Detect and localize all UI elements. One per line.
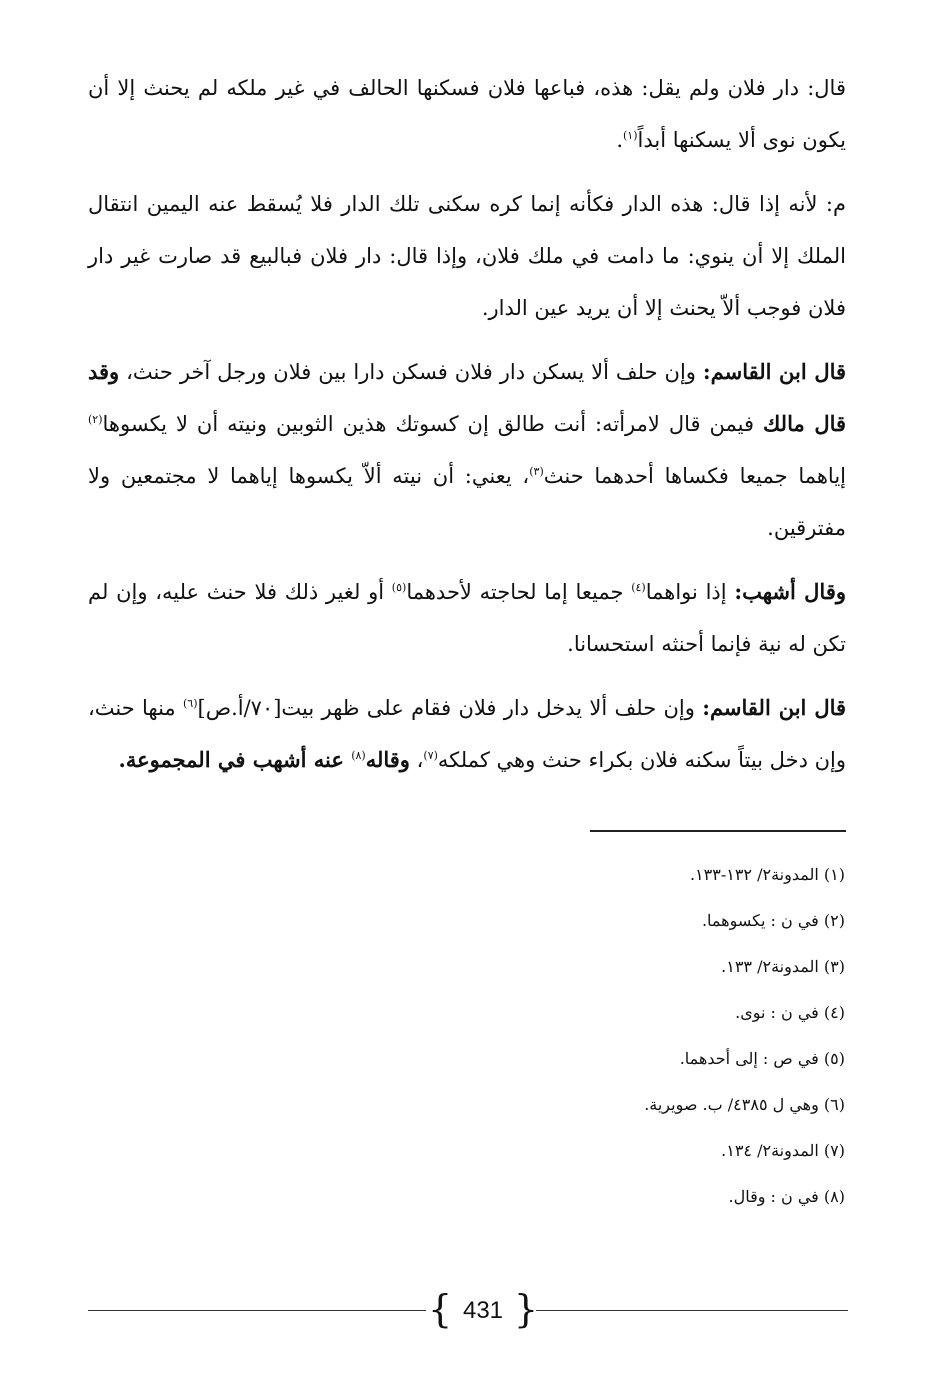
bold-text: قال ابن القاسم: (702, 695, 847, 720)
paragraph (88, 566, 846, 670)
paragraph (88, 178, 846, 334)
bold-text: عنه أشهب في المجموعة. (118, 747, 352, 772)
paragraph-text: إياهما جميعا فكساها أحدهما حنث (543, 464, 847, 488)
paragraph-text: ، يعني: أن نيته ألاّ يكسوها إياهما لا مجتمعين ولا مفترقين. (88, 464, 846, 540)
footnote-2: (٢) في ن : يكسوهما. (701, 911, 845, 930)
footnote-marker: (١) (623, 129, 638, 142)
footnote-marker: (٣) (529, 465, 544, 478)
paragraph (88, 682, 846, 786)
page-number-frame (428, 1287, 538, 1332)
main-text (88, 62, 846, 798)
paragraph-text: جميعا إما لحاجته لأحدهما (406, 580, 632, 604)
footnote-8: (٨) في ن : وقال. (728, 1187, 845, 1206)
paragraph-text: . (616, 128, 623, 152)
paragraph-text: فيمن قال لامرأته: أنت طالق إن كسوتك هذين الثوبين ونيته أن لا يكسوها (102, 412, 763, 436)
paragraph-text: إذا نواهما (645, 580, 735, 604)
page-number-rule-right (536, 1310, 848, 1311)
footnote-marker: (٨) (351, 749, 366, 762)
paragraph-text: أو لغير ذلك فلا حنث عليه، وإن لم تكن له نية فإنما أحنثه استحسانا. (88, 580, 846, 656)
paragraph-text: قال: دار فلان ولم يقل: هذه، فباعها فلان فسكنها الحالف في غير ملكه لم يحنث إلا أن يكون نوى ألا يسكنها أبداً (88, 76, 846, 152)
bold-text: وقال أشهب: (734, 579, 847, 604)
right-bracket-ornament: } (513, 1287, 538, 1331)
paragraph-text: وإن حلف ألا يدخل دار فلان فقام على ظهر بيت[٧٠/أ.ص] (197, 696, 703, 720)
footnote-marker: (٦) (182, 697, 198, 710)
bold-text: وقاله (365, 747, 410, 772)
footnote-marker: (٢) (88, 413, 103, 426)
footnote-1: (١) المدونة٢/ ١٣٢-١٣٣. (689, 865, 845, 884)
footnote-marker: (٧) (423, 749, 438, 762)
footnote-marker: (٤) (631, 581, 646, 594)
paragraph-text: منها حنث، وإن دخل بيتاً سكنه فلان بكراء حنث وهي كملكه (88, 696, 846, 772)
footnotes-list (425, 852, 845, 1220)
footnote-separator (590, 830, 846, 832)
paragraph-text: وإن حلف ألا يسكن دار فلان فسكن دارا بين فلان ورجل آخر حنث، (119, 360, 703, 384)
bold-text: قال ابن القاسم: (702, 359, 847, 384)
paragraph-text: ، (409, 748, 424, 772)
paragraph (88, 346, 846, 554)
footnote-5: (٥) في ص : إلى أحدهما. (679, 1049, 845, 1068)
page-number-rule-left (88, 1310, 426, 1311)
paragraph-text: م: لأنه إذا قال: هذه الدار فكأنه إنما كره سكنى تلك الدار فلا يُسقط عنه اليمين انتقال الملك إلا أن ينوي: ما دامت في ملك فلان، وإذا قال: دار فلان فبالبيع قد صارت غير دار فلان فوجب ألاّ يحنث إلا أن يريد عين الدار. (88, 192, 846, 320)
footnote-marker: (٥) (391, 581, 407, 594)
paragraph (88, 62, 846, 166)
bold-text: وقد قال مالك (88, 359, 847, 436)
footnote-7: (٧) المدونة٢/ ١٣٤. (721, 1141, 845, 1160)
left-bracket-ornament: { (428, 1287, 453, 1331)
footnote-4: (٤) في ن : نوى. (735, 1003, 845, 1022)
page-number: 431 (462, 1297, 504, 1324)
footnote-6: (٦) وهي ل ٤٣٨٥/ ب. صويرية. (644, 1095, 845, 1114)
page-number-bar (88, 1287, 848, 1334)
footnote-3: (٣) المدونة٢/ ١٣٣. (721, 957, 845, 976)
